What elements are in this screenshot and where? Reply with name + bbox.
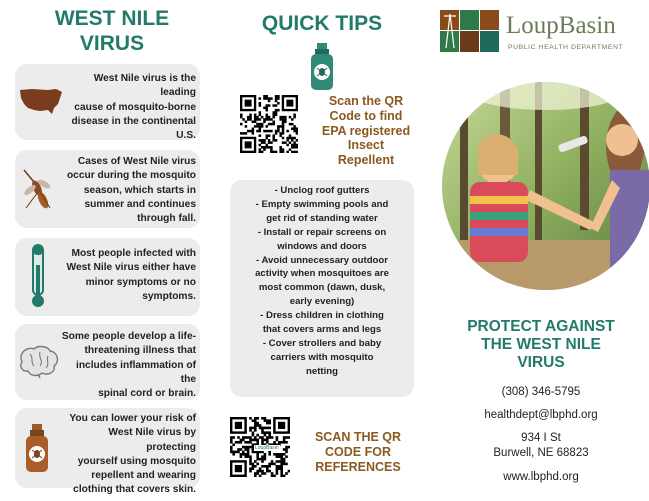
card-5-line: yourself using mosquito [77, 455, 196, 467]
info-card-1-text [60, 72, 196, 143]
tip-line: get rid of standing water [266, 212, 378, 224]
logo-subtitle: PUBLIC HEALTH DEPARTMENT [508, 44, 624, 51]
tip-line: carriers with mosquito [270, 351, 374, 363]
qr2-caption [300, 430, 416, 475]
card-2-line: summer and continues [84, 198, 196, 210]
qr1-caption-line: Repellent [337, 153, 395, 167]
tip-line: netting [306, 365, 338, 377]
protect-line: THE WEST NILE [481, 335, 601, 353]
address-line2: Burwell, NE 68823 [493, 447, 589, 459]
repellent-spray-icon [24, 424, 50, 474]
tip-line: - Empty swimming pools and [255, 198, 389, 210]
tip-line: most common (dawn, dusk, [258, 282, 386, 294]
card-2-line: season, which starts in [83, 184, 196, 196]
tips-list [230, 184, 414, 379]
qr2-caption-line: CODE FOR [325, 445, 391, 459]
left-title-line2: VIRUS [79, 32, 145, 56]
card-4-line: threatening illness that [84, 345, 196, 357]
card-3-line: minor symptoms or no [85, 276, 196, 288]
email[interactable]: healthdept@lbphd.org [484, 409, 598, 421]
family-photo [440, 80, 649, 292]
info-card-2-text [60, 155, 196, 226]
card-3-line: Most people infected with [71, 248, 196, 259]
qr2-mini-logo: LoupBasin [255, 445, 279, 451]
tip-line: - Dress children in clothing [260, 310, 384, 322]
loup-basin-logo-icon [440, 10, 500, 52]
tip-line: - Avoid unnecessary outdoor [255, 254, 389, 266]
tips-box [230, 180, 414, 397]
mosquito-icon [20, 168, 54, 210]
phone[interactable]: (308) 346-5795 [501, 386, 581, 398]
tip-line: windows and doors [277, 240, 367, 252]
qr-code-epa[interactable] [240, 95, 298, 153]
card-3-line: symptoms. [142, 290, 196, 302]
card-1-line: cause of mosquito-borne [74, 101, 196, 113]
tip-line: - Install or repair screens on [257, 226, 387, 238]
qr2-caption-line: SCAN THE QR [314, 430, 402, 444]
qr2-caption-line: REFERENCES [315, 460, 401, 474]
card-2-line: through fall. [137, 213, 196, 225]
card-5-line: West Nile virus by protecting [108, 427, 196, 453]
us-map-icon [18, 86, 64, 116]
card-1-line: disease in the continental [71, 115, 196, 127]
info-card-4-text [60, 330, 196, 401]
protect-line: PROTECT AGAINST [467, 318, 615, 335]
tip-line: early evening) [289, 296, 355, 308]
card-2-line: Cases of West Nile virus [77, 156, 196, 167]
card-5-line: You can lower your risk of [69, 413, 196, 424]
tip-line: - Cover strollers and baby [262, 337, 382, 349]
card-1-line: U.S. [176, 130, 196, 142]
info-card-3-text [60, 247, 196, 304]
qr1-caption-line: EPA registered [321, 123, 411, 138]
protect-heading [452, 318, 630, 371]
thermometer-icon [30, 243, 46, 309]
address-line1: 934 I St [521, 432, 561, 444]
qr1-caption-line: Code to find [329, 108, 403, 123]
info-card-5-text [60, 412, 196, 498]
card-2-line: occur during the mosquito [66, 170, 196, 182]
tip-line: activity when mosquitoes are [255, 268, 389, 280]
card-5-line: repellent and wearing [91, 470, 196, 482]
website[interactable]: www.lbphd.org [503, 471, 579, 483]
card-1-line: West Nile virus is the leading [93, 73, 196, 99]
logo-name: LoupBasin [506, 12, 616, 39]
repellent-spray-icon [309, 43, 335, 91]
card-3-line: West Nile virus either have [66, 262, 196, 274]
tip-line: that covers arms and legs [262, 324, 382, 336]
tip-line: - Unclog roof gutters [274, 185, 370, 196]
card-5-line: clothing that covers skin. [73, 484, 196, 496]
protect-line: VIRUS [517, 353, 565, 371]
card-4-line: Some people develop a life- [61, 331, 196, 342]
qr1-caption [304, 94, 428, 168]
left-title [22, 6, 202, 56]
left-title-line1: WEST NILE [54, 7, 170, 30]
card-4-line: includes inflammation of the [76, 359, 196, 385]
quick-tips-title: QUICK TIPS [261, 12, 383, 35]
qr1-caption-line: Insect [347, 138, 385, 153]
card-4-line: spinal cord or brain. [98, 388, 196, 400]
qr1-caption-line: Scan the QR [328, 94, 404, 108]
brain-icon [16, 344, 60, 378]
